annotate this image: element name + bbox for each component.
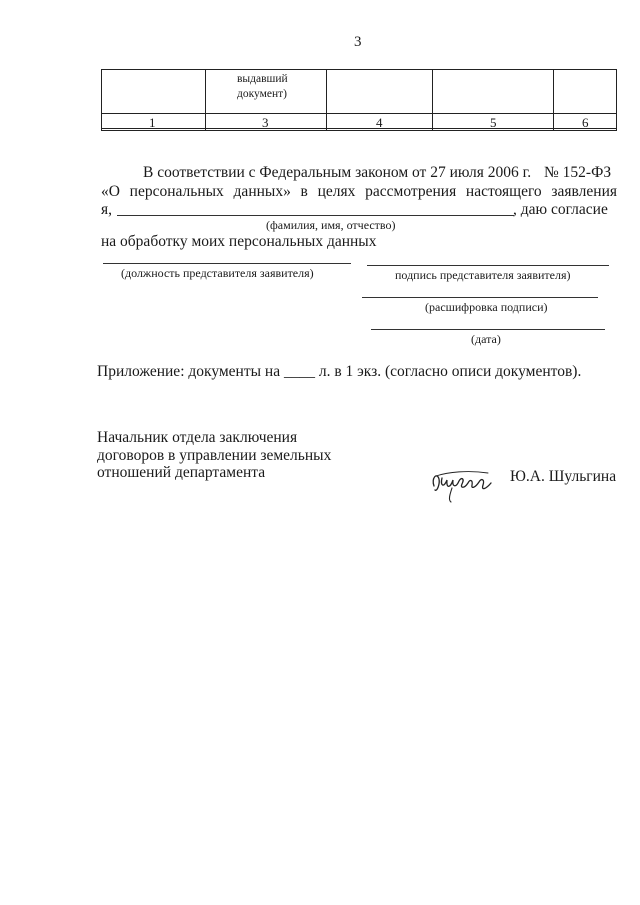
table-divider <box>102 113 616 114</box>
official-position-line: Начальник отдела заключения <box>97 429 298 446</box>
signature-underline <box>367 265 609 266</box>
consent-line-3-start: я, <box>101 201 113 218</box>
signatory-name: Ю.А. Шульгина <box>510 468 617 485</box>
attachment-blank: ____ <box>283 363 315 380</box>
table-header-line: выдавший <box>237 73 288 85</box>
column-number: 5 <box>490 115 497 130</box>
official-position <box>97 429 331 482</box>
attachment-text-after: л. в 1 экз. (согласно описи документов). <box>318 363 582 380</box>
consent-line-1: В соответствии с Федеральным законом от 27 июля 2006 г. <box>143 164 532 181</box>
official-position-line: договоров в управлении земельных <box>97 446 332 464</box>
law-number: № 152-ФЗ <box>544 164 612 181</box>
documents-table <box>101 69 617 131</box>
date-underline <box>371 329 605 330</box>
table-divider <box>432 70 433 130</box>
column-number: 3 <box>262 115 269 130</box>
position-caption: (должность представителя заявителя) <box>121 266 314 280</box>
consent-line-3-end: , даю согласие <box>513 201 608 218</box>
table-header-line: документ) <box>237 88 288 100</box>
table-divider <box>205 70 206 130</box>
official-position-line: отношений департамента <box>97 464 266 481</box>
table-divider <box>553 70 554 130</box>
consent-line-4: на обработку моих персональных данных <box>101 233 377 250</box>
position-underline <box>103 263 351 264</box>
column-number: 4 <box>376 115 383 130</box>
table-divider <box>326 70 327 130</box>
attachment-text-before: Приложение: документы на <box>97 363 281 380</box>
decoding-caption: (расшифровка подписи) <box>425 300 548 314</box>
fio-underline <box>117 215 514 216</box>
handwritten-signature <box>428 464 498 504</box>
signature-caption: подпись представителя заявителя) <box>395 268 571 282</box>
attachment-line <box>97 362 581 381</box>
consent-line-2: «О персональных данных» в целях рассмотрения настоящего заявления <box>101 183 617 200</box>
table-header-cell <box>237 72 288 102</box>
column-number: 6 <box>582 115 589 130</box>
page-number: 3 <box>354 34 362 50</box>
decoding-underline <box>362 297 598 298</box>
table-divider <box>102 128 616 129</box>
fio-caption: (фамилия, имя, отчество) <box>266 218 396 232</box>
date-caption: (дата) <box>471 332 501 346</box>
column-number: 1 <box>149 115 156 130</box>
